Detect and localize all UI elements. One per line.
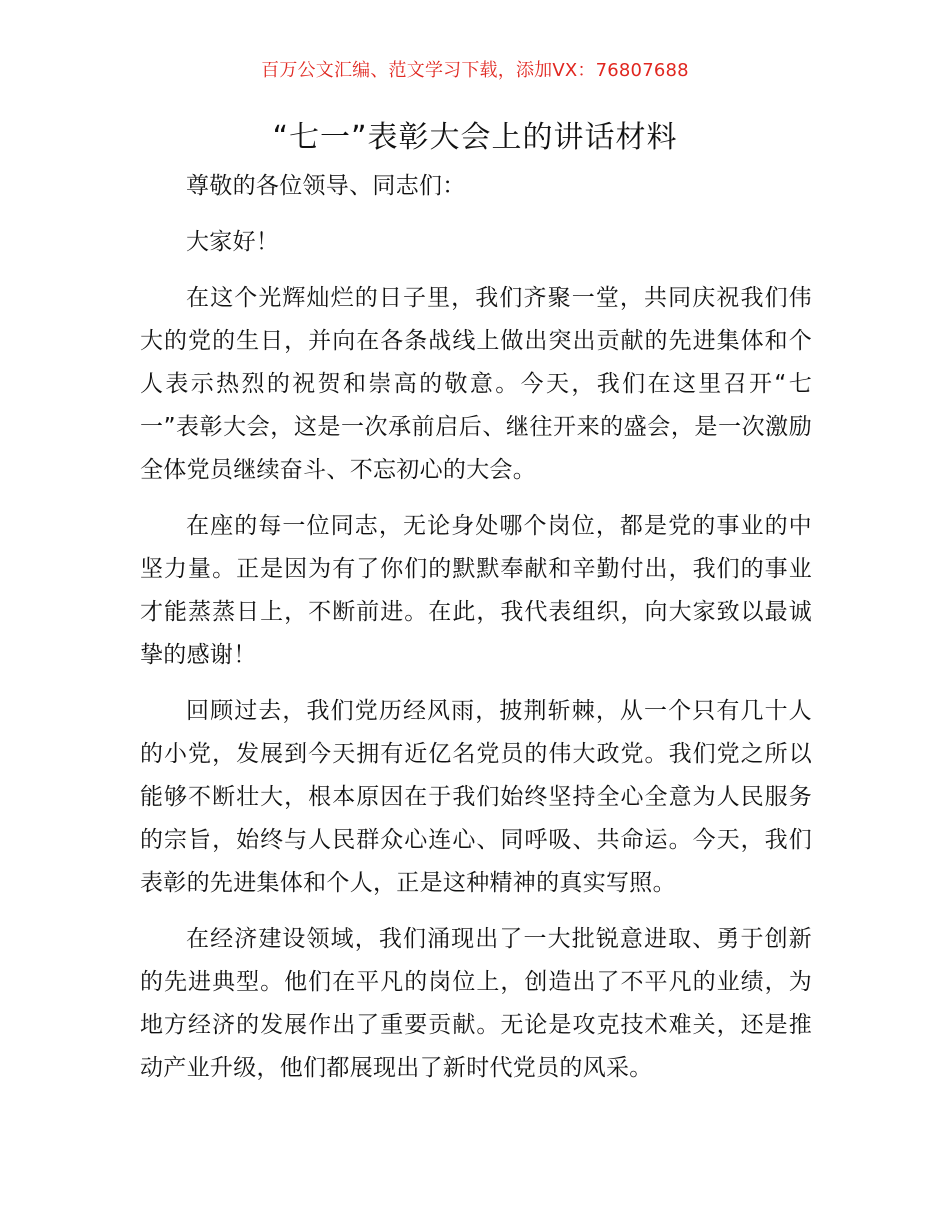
- body-paragraph: 在这个光辉灿烂的日子里，我们齐聚一堂，共同庆祝我们伟大的党的生日，并向在各条战线上做出突出贡献的先进集体和个人表示热烈的祝贺和崇高的敬意。今天，我们在这里召开“七一”表彰大会，这是一次承前启后、继往开来的盛会，是一次激励全体党员继续奋斗、不忘初心的大会。: [140, 285, 812, 483]
- greeting-paragraph: 大家好！: [186, 229, 280, 255]
- body-paragraph: 回顾过去，我们党历经风雨，披荆斩棘，从一个只有几十人的小党，发展到今天拥有近亿名党员的伟大政党。我们党之所以能够不断壮大，根本原因在于我们始终坚持全心全意为人民服务的宗旨，始终与人民群众心连心、同呼吸、共命运。今天，我们表彰的先进集体和个人，正是这种精神的真实写照。: [140, 698, 812, 896]
- body-paragraph: 在经济建设领域，我们涌现出了一大批锐意进取、勇于创新的先进典型。他们在平凡的岗位上，创造出了不平凡的业绩，为地方经济的发展作出了重要贡献。无论是攻克技术难关，还是推动产业升级，他们都展现出了新时代党员的风采。: [140, 926, 812, 1081]
- document-body: [140, 165, 812, 1103]
- header-watermark: 百万公文汇编、范文学习下载，添加VX：76807688: [261, 60, 689, 81]
- salutation-paragraph: 尊敬的各位领导、同志们：: [186, 173, 466, 199]
- body-paragraph: 在座的每一位同志，无论身处哪个岗位，都是党的事业的中坚力量。正是因为有了你们的默默奉献和辛勤付出，我们的事业才能蒸蒸日上，不断前进。在此，我代表组织，向大家致以最诚挚的感谢！: [140, 513, 812, 668]
- document-title: “七一”表彰大会上的讲话材料: [272, 120, 678, 155]
